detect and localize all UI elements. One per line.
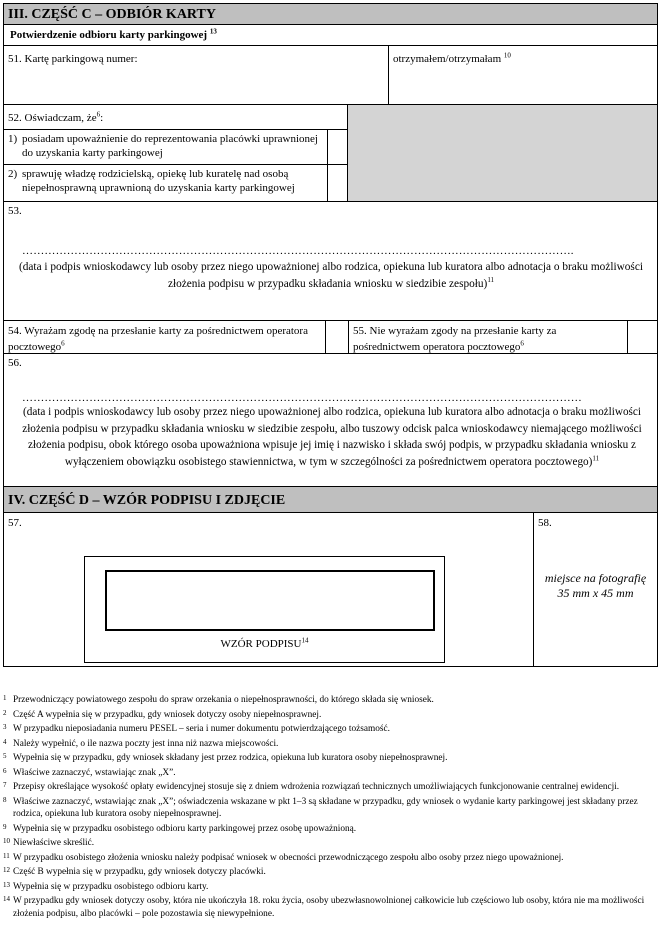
field-53-caption: (data i podpis wnioskodawcy lub osoby przez niego upoważnionej albo rodzica, opiekuna lub kuratora albo adnotacja o braku możliwości złożenia podpisu w przypadku składania wniosku w siedzibie zespołu)$^{11}$ (19, 261, 643, 290)
footnote-item (3, 709, 655, 722)
field-57-signature-specimen (3, 512, 534, 667)
field-53-signature[interactable] (3, 201, 658, 321)
footnote-ref: 6 (96, 110, 101, 119)
footnote-ref: 10 (503, 51, 511, 60)
field-51-card-number[interactable] (3, 45, 389, 105)
footnote-number: 6 (3, 766, 7, 775)
signature-specimen-outer-frame (84, 556, 445, 663)
footnote-number: 8 (3, 795, 7, 804)
footnote-text: W przypadku gdy wniosek dotyczy osoby, która nie ukończyła 18. roku życia, osoby ubezwłasnowolnionej całkowicie lub częściowo lub osoby, która nie ma możliwości złożenia podpisu, albo placówki – pole pozostawia się niewypełnione. (13, 896, 645, 919)
footnote-item (3, 796, 655, 821)
field-56-caption: (data i podpis wnioskodawcy lub osoby przez niego upoważnionej albo rodzica, opiekuna lub kuratora albo adnotacja o braku możliwości złożenia podpisu w przypadku składania wniosku w siedzibie zespołu, albo tuszowy odcisk palca wnioskodawcy niemającego możliwości złożenia podpisu, obok którego osoba upoważniona wpisuje jej imię i nazwisko i składa swój podpis, w przypadku składania wniosku z wyłączeniem obowiązku osobistego stawiennictwa, w tym w szczególności za pośrednictwem operatora pocztowego)$^{11}$ (22, 406, 642, 468)
footnote-number: 10 (3, 837, 10, 845)
footnote-number: 11 (3, 851, 10, 860)
footnote-text: Przepisy określające wysokość opłaty ewidencyjnej stosuje się z dniem wdrożenia rozwiązań technicznych umożliwiających funkcjonowanie centralnej ewidencji. (13, 782, 620, 792)
footnote-text: Część B wypełnia się w przypadku, gdy wniosek dotyczy placówki. (13, 867, 266, 877)
section-d-title: IV. CZĘŚĆ D – WZÓR PODPISU I ZDJĘCIE (8, 493, 286, 508)
footnote-text: Należy wypełnić, o ile nazwa poczty jest inna niż nazwa miejscowości. (13, 738, 279, 749)
footnote-item (3, 738, 655, 751)
field-56-signature[interactable] (3, 353, 658, 487)
received-label: otrzymałem/otrzymałam (393, 53, 502, 65)
field-54-checkbox[interactable] (325, 320, 349, 354)
footnote-number: 14 (3, 895, 10, 903)
field-57-label: 57. (8, 517, 22, 529)
pickup-confirmation-row (3, 24, 658, 46)
footnote-number: 2 (3, 708, 7, 717)
section-c-title: III. CZĘŚĆ C – ODBIÓR KARTY (8, 7, 216, 22)
footnote-ref: 6 (61, 339, 65, 348)
footnote-ref: 6 (520, 339, 524, 348)
footnote-text: Przewodniczący powiatowego zespołu do spraw orzekania o niepełnosprawności, do którego składa się wniosek. (13, 695, 434, 705)
footnote-item (3, 752, 655, 765)
field-54-label: 54. Wyrażam zgodę na przesłanie karty za pośrednictwem operatora pocztowego (8, 325, 308, 353)
footnote-number: 5 (3, 752, 7, 760)
footnote-item (3, 895, 655, 920)
footnote-item (3, 723, 655, 736)
footnote-ref: 14 (301, 636, 309, 645)
field-55-label: 55. Nie wyrażam zgody na przesłanie karty za pośrednictwem operatora pocztowego (353, 325, 557, 353)
field-58-label: 58. (538, 517, 552, 529)
footnote-number: 12 (3, 866, 10, 874)
option-1-text: posiadam upoważnienie do reprezentowania placówki uprawnionej do uzyskania karty parkingowej (22, 133, 318, 159)
footnote-number: 3 (3, 723, 7, 731)
field-58-photo[interactable] (533, 512, 658, 667)
field-55-no-consent (348, 320, 628, 354)
footnote-number: 1 (3, 694, 7, 702)
footnote-ref: 11 (592, 453, 600, 462)
field-52-option-2 (3, 164, 328, 202)
section-d-header (3, 486, 658, 513)
footnote-ref: 13 (209, 27, 217, 36)
footnote-item (3, 837, 655, 850)
signature-box[interactable] (105, 570, 435, 631)
footnote-text: Wypełnia się w przypadku osobistego odbioru karty. (13, 881, 209, 892)
signature-specimen-caption: WZÓR PODPISU$^{14}$ (220, 636, 309, 650)
footnote-item (3, 694, 655, 707)
footnote-text: Właściwe zaznaczyć, wstawiając znak „X”. (13, 767, 176, 778)
footnote-text: W przypadku nieposiadania numeru PESEL – seria i numer dokumentu potwierdzającego tożsamość. (13, 724, 390, 734)
footnotes-list (3, 694, 655, 922)
footnote-text: W przypadku osobistego złożenia wniosku należy podpisać wniosek w obecności przewodniczącego zespołu albo osoby przez niego upoważnionej. (13, 852, 564, 863)
option-2-text: sprawuję władzę rodzicielską, opiekę lub kuratelę nad osobą niepełnosprawną uprawnioną do uzyskania karty parkingowej (22, 168, 295, 194)
footnote-text: Niewłaściwe skreślić. (13, 838, 95, 848)
option-2-number: 2) (8, 168, 18, 180)
signature-dotted-line: …………………………………………………………………………………………………………………………………. (22, 245, 574, 257)
pickup-confirmation-title: Potwierdzenie odbioru karty parkingowej (10, 29, 208, 41)
field-52-option-1 (3, 129, 328, 165)
field-51-label: 51. Kartę parkingową numer: (8, 53, 138, 65)
section-c-header (3, 3, 658, 25)
field-52-label: 52. Oświadczam, że (8, 112, 97, 124)
footnote-number: 4 (3, 737, 7, 746)
footnote-item (3, 823, 655, 836)
footnote-item (3, 852, 655, 865)
footnote-number: 7 (3, 781, 7, 789)
footnote-number: 9 (3, 822, 7, 831)
footnote-item (3, 781, 655, 794)
field-52-statement: 52. Oświadczam, $że^6$: (3, 104, 348, 129)
field-52-shaded-area (347, 104, 658, 202)
footnote-text: Wypełnia się w przypadku, gdy wniosek składany jest przez rodzica, opiekuna lub kuratora osoby niepełnosprawnej. (13, 753, 448, 763)
photo-placeholder-text: miejsce na fotografię 35 mm x 45 mm (544, 571, 647, 600)
option-2-checkbox[interactable] (327, 164, 348, 202)
footnote-item (3, 767, 655, 780)
footnote-ref: 11 (487, 276, 495, 285)
footnote-item (3, 881, 655, 894)
option-1-number: 1) (8, 133, 18, 145)
footnote-text: Właściwe zaznaczyć, wstawiając znak „X”; oświadczenia wskazane w pkt 1–3 są składane w przypadku, gdy wniosek o wydanie karty parkingowej jest składany przez rodzica, opiekuna lub kuratora osoby niepełnosprawnej. (13, 796, 638, 819)
footnote-text: Wypełnia się w przypadku osobistego odbioru karty parkingowej przez osobę upoważnioną. (13, 823, 357, 834)
field-53-label: 53. (8, 205, 22, 217)
footnote-number: 13 (3, 880, 10, 889)
footnote-item (3, 866, 655, 879)
field-55-checkbox[interactable] (627, 320, 658, 354)
field-51-received[interactable] (388, 45, 658, 105)
option-1-checkbox[interactable] (327, 129, 348, 165)
signature-dotted-line: …………………………………………………………………………………………………………………………………… (22, 392, 582, 404)
field-54-consent (3, 320, 326, 354)
field-56-label: 56. (8, 357, 22, 369)
footnote-text: Część A wypełnia się w przypadku, gdy wniosek dotyczy osoby niepełnosprawnej. (13, 709, 322, 720)
